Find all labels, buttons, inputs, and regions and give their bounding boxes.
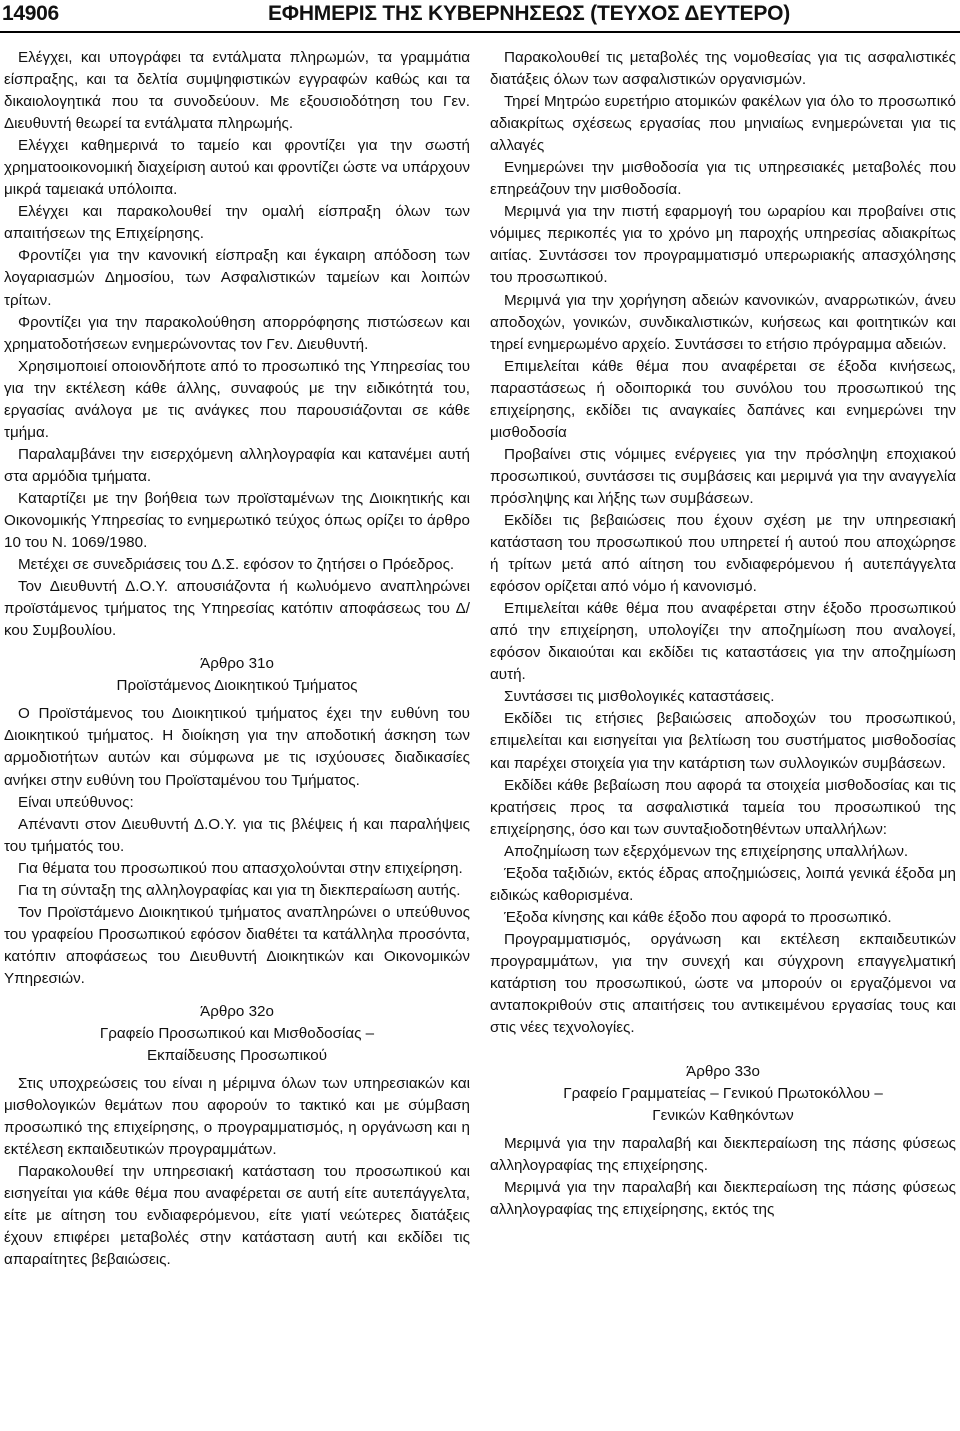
right-column xyxy=(490,47,956,1221)
paragraph: Επιμελείται κάθε θέμα που αναφέρεται σε έξοδα κινήσεως, παραστάσεως ή οδοιπορικά του συνόλου του προσωπικού της επιχείρησης, εκδίδει τις αναγκαίες δαπάνες και ενημερώνει την μισθοδοσία xyxy=(490,357,956,441)
paragraph: Τον Προϊστάμενο Διοικητικού τμήματος αναπληρώνει ο υπεύθυνος του γραφείου Προσωπικού εφόσον διαθέτει τα κατάλληλα προσόντα, κατόπιν αποφάσεως του Διευθυντή Διοικητικών και Οικονομικών Υπηρεσιών. xyxy=(4,903,470,987)
paragraph: Χρησιμοποιεί οποιονδήποτε από το προσωπικό της Υπηρεσίας του για την εκτέλεση κάθε άλλης, συναφούς με την ειδικότητά του, εργασίας ανάλογα με τις ανάγκες που παρουσιάζονται σε κάθε τμήμα. xyxy=(4,357,470,441)
paragraph: Τηρεί Μητρώο ευρετήριο ατομικών φακέλων για όλο το προσωπικό αδιακρίτως σχέσεως εργασίας που μηνιαίως ενημερώνεται για τις αλλαγές xyxy=(490,93,956,155)
paragraph: Μετέχει σε συνεδριάσεις του Δ.Σ. εφόσον το ζητήσει ο Πρόεδρος. xyxy=(18,556,455,574)
article-33-title-line1: Γραφείο Γραμματείας – Γενικού Πρωτοκόλλου – xyxy=(563,1085,883,1103)
paragraph: Απέναντι στον Διευθυντή Δ.Ο.Υ. για τις βλέψεις ή και παραλήψεις του τμήματός του. xyxy=(4,815,470,855)
paragraph: Μεριμνά για την χορήγηση αδειών κανονικών, αναρρωτικών, άνευ αποδοχών, γονικών, συνδικαλιστικών, κυήσεως και φοιτητικών και τηρεί ενημερωμένο αρχείο. Συντάσσει το ετήσιο πρόγραμμα αδειών. xyxy=(490,291,956,353)
article-31-title: Προϊστάμενος Διοικητικού Τμήματος xyxy=(116,677,358,695)
paragraph: Είναι υπεύθυνος: xyxy=(18,793,134,811)
article-33-title-line2: Γενικών Καθηκόντων xyxy=(652,1107,794,1125)
paragraph: Στις υποχρεώσεις του είναι η μέριμνα όλων των υπηρεσιακών και μισθολογικών θεμάτων που αφορούν το τακτικό και με σύμβαση προσωπικό της επιχείρησης, ο προγραμματισμός, η οργάνωση και η εκτέλεση εκπαιδευτικών προγραμμάτων. xyxy=(4,1075,470,1159)
paragraph: Τον Διευθυντή Δ.Ο.Υ. απουσιάζοντα ή κωλυόμενο αναπληρώνει προϊστάμενος τμήματος της Υπηρεσίας κατόπιν αποφάσεως του Δ/κου Συμβουλίου. xyxy=(4,578,470,640)
paragraph: Ενημερώνει την μισθοδοσία για τις υπηρεσιακές μεταβολές που επηρεάζουν την μισθοδοσία. xyxy=(490,159,956,199)
paragraph: Εκδίδει τις ετήσιες βεβαιώσεις αποδοχών του προσωπικού, επιμελείται και εισηγείται για βελτίωση του συστήματος μισθοδοσίας και παρέχει στοιχεία για την κατάρτιση των συλλογικών συμβάσεων. xyxy=(490,710,956,772)
article-31-number: Άρθρο 31ο xyxy=(200,655,274,673)
paragraph: Προβαίνει στις νόμιμες ενέργειες για την πρόσληψη εποχιακού προσωπικού, συντάσσει τις συμβάσεις και μεριμνά για την αναγγελία πρόσληψης και λήξης των συμβάσεων. xyxy=(490,445,956,507)
paragraph: Καταρτίζει με την βοήθεια των προϊσταμένων της Διοικητικής και Οικονομικής Υπηρεσίας το ενημερωτικό τεύχος όπως ορίζει το άρθρο 10 του Ν. 1069/1980. xyxy=(4,489,470,552)
header-rule xyxy=(0,31,960,33)
page-number: 14906 xyxy=(2,2,59,25)
paragraph: Επιμελείται κάθε θέμα που αναφέρεται στην έξοδο προσωπικού από την επιχείρηση, υπολογίζει την αποζημίωση που αναλογεί, εφόσον δικαιούται και εκδίδει τις καταστάσεις για την αποζημίωση αυτή. xyxy=(490,600,956,684)
paragraph: Μεριμνά για την παραλαβή και διεκπεραίωση της πάσης φύσεως αλληλογραφίας της επιχείρησης, εκτός της xyxy=(490,1179,956,1219)
journal-title: ΕΦΗΜΕΡΙΣ ΤΗΣ ΚΥΒΕΡΝΗΣΕΩΣ (ΤΕΥΧΟΣ ΔΕΥΤΕΡΟ) xyxy=(268,2,791,25)
paragraph: Ελέγχει καθημερινά το ταμείο και φροντίζει για την σωστή χρηματοοικονομική διαχείριση αυτού και φροντίζει ώστε να υπάρχουν μικρά ταμειακά υπόλοιπα. xyxy=(4,137,470,199)
paragraph: Ο Προϊστάμενος του Διοικητικού τμήματος έχει την ευθύνη του Διοικητικού τμήματος. Η διοίκηση για την αποδοτική άσκηση των αρμοδιοτήτων αυτών και σύμφωνα με τις ισχύουσες διαδικασίες ανήκει στην ευθύνη του Προϊσταμένου του Τμήματος. xyxy=(4,705,470,789)
paragraph: Φροντίζει για την παρακολούθηση απορρόφησης πιστώσεων και χρηματοδοτήσεων ενημερώνοντας τον Γεν. Διευθυντή. xyxy=(4,313,470,353)
paragraph: Έξοδα κίνησης και κάθε έξοδο που αφορά το προσωπικό. xyxy=(504,908,892,926)
paragraph: Για τη σύνταξη της αλληλογραφίας και για τη διεκπεραίωση αυτής. xyxy=(18,881,461,899)
paragraph: Εκδίδει κάθε βεβαίωση που αφορά τα στοιχεία μισθοδοσίας και τις κρατήσεις προς τα ασφαλιστικά ταμεία του προσωπικού της επιχείρησης, όσο και των συνταξιοδοτηθέντων υπαλλήλων: xyxy=(490,776,956,838)
paragraph: Μεριμνά για την παραλαβή και διεκπεραίωση της πάσης φύσεως αλληλογραφίας της επιχείρησης. xyxy=(490,1135,956,1175)
paragraph: Εκδίδει τις βεβαιώσεις που έχουν σχέση με την υπηρεσιακή κατάσταση του προσωπικού που υπηρετεί ή αυτού που αποχώρησε ή τρίτων μετά από αίτηση του ενδιαφερόμενου ή αυτεπάγγελτα εφόσον ορίζεται από νόμο ή κανονισμό. xyxy=(490,511,956,596)
paragraph: Ελέγχει, και υπογράφει τα εντάλματα πληρωμών, τα γραμμάτια είσπραξης, και τα δελτία συμψηφιστικών εγγραφών καθώς και τα δικαιολογητικά που τα συνοδεύουν. Με εξουσιοδότηση του Γεν. Διευθυντή θεωρεί τα εντάλματα πληρωμής. xyxy=(4,49,470,133)
left-column xyxy=(4,47,470,1272)
paragraph: Συντάσσει τις μισθολογικές καταστάσεις. xyxy=(504,688,775,706)
page-header xyxy=(0,0,960,32)
paragraph: Μεριμνά για την πιστή εφαρμογή του ωραρίου και προβαίνει στις νόμιμες περικοπές για το χρόνο μη παροχής υπηρεσίας αδιακρίτως αιτίας. Συντάσσει τον προγραμματισμό υπερωριακής απασχόλησης του προσωπικού. xyxy=(490,203,956,287)
paragraph: Προγραμματισμός, οργάνωση και εκτέλεση εκπαιδευτικών προγραμμάτων, για την συνεχή και σύγχρονη επαγγελματική κατάρτιση του προσωπικού, ώστε να μπορούν οι εργαζόμενοι να ανταποκριθούν στις απαιτήσεις του αντικειμένου εργασίας τους και στις νέες τεχνολογίες. xyxy=(490,930,956,1037)
paragraph: Παρακολουθεί την υπηρεσιακή κατάσταση του προσωπικού και εισηγείται για κάθε θέμα που αναφέρεται σε αυτή είτε αυτεπάγγελτα, είτε με αίτηση του ενδιαφερόμενου, είτε γιατί νεώτερες διατάξεις έχουν επιφέρει μεταβολές στην κατάσταση αυτή και εκδίδει τις απαραίτητες βεβαιώσεις. xyxy=(4,1163,470,1269)
paragraph: Αποζημίωση των εξερχόμενων της επιχείρησης υπαλλήλων. xyxy=(504,842,909,860)
paragraph: Παραλαμβάνει την εισερχόμενη αλληλογραφία και κατανέμει αυτή στα αρμόδια τμήματα. xyxy=(4,445,470,485)
paragraph: Ελέγχει και παρακολουθεί την ομαλή είσπραξη όλων των απαιτήσεων της Επιχείρησης. xyxy=(4,203,470,243)
paragraph: Για θέματα του προσωπικού που απασχολούνται στην επιχείρηση. xyxy=(18,859,463,877)
article-33-number: Άρθρο 33ο xyxy=(686,1063,760,1081)
paragraph: Έξοδα ταξιδιών, εκτός έδρας αποζημιώσεις, λοιπά γενικά έξοδα μη ειδικώς καθορισμένα. xyxy=(490,864,956,904)
paragraph: Φροντίζει για την κανονική είσπραξη και έγκαιρη απόδοση των λογαριασμών Δημοσίου, των Ασφαλιστικών ταμείων και λοιπών τρίτων. xyxy=(4,247,470,309)
article-32-title-line2: Εκπαίδευσης Προσωπικού xyxy=(146,1047,328,1065)
article-32-title-line1: Γραφείο Προσωπικού και Μισθοδοσίας – xyxy=(99,1025,375,1043)
paragraph: Παρακολουθεί τις μεταβολές της νομοθεσίας για τις ασφαλιστικές διατάξεις όλων των ασφαλιστικών οργανισμών. xyxy=(490,49,956,89)
article-32-number: Άρθρο 32ο xyxy=(200,1002,274,1020)
